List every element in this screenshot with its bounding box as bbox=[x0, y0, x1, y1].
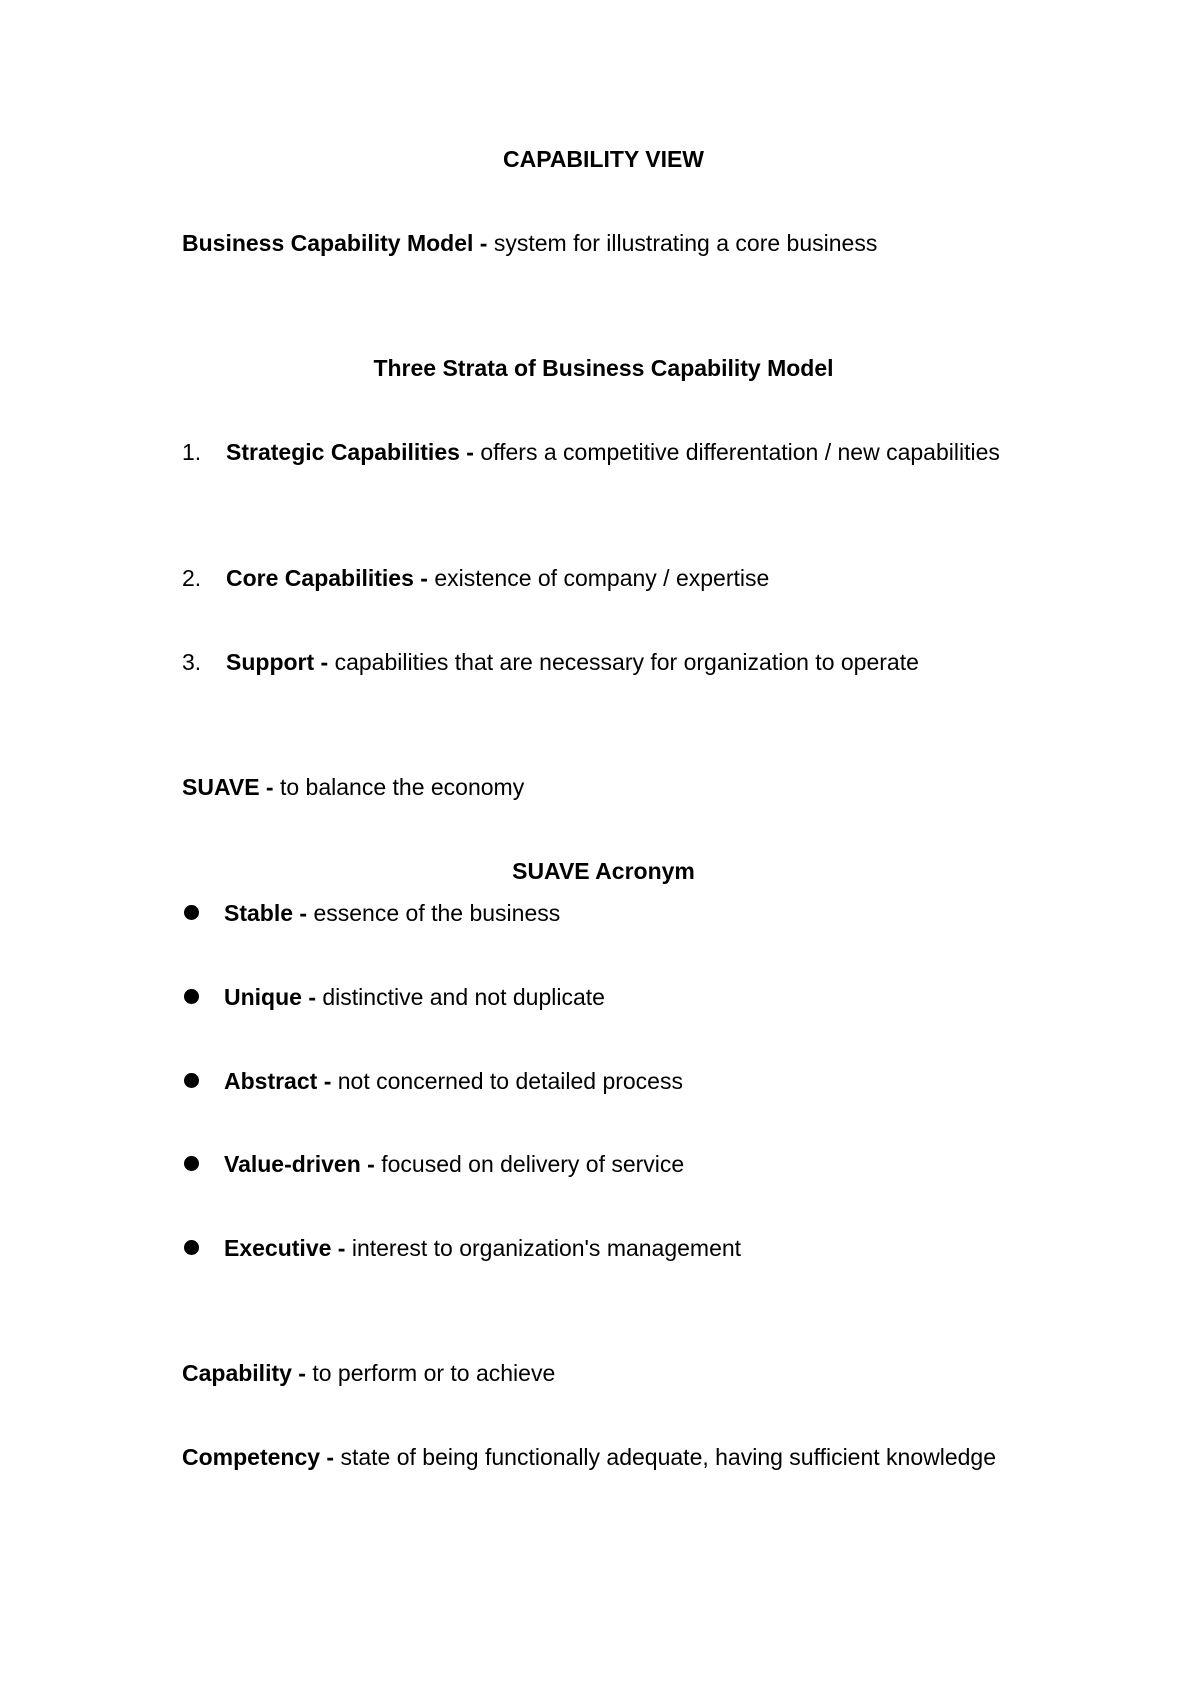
page-title: CAPABILITY VIEW bbox=[502, 146, 705, 172]
bullet-icon bbox=[184, 905, 199, 920]
strata-item-2 bbox=[182, 557, 1025, 599]
list-item-term: Core Capabilities - bbox=[226, 565, 428, 591]
acronym-item-abstract bbox=[182, 1060, 1025, 1102]
list-item-term: Value-driven - bbox=[224, 1151, 375, 1177]
acronym-item-stable bbox=[182, 892, 1025, 934]
list-item-description: focused on delivery of service bbox=[374, 1151, 685, 1177]
list-number: 3. bbox=[182, 649, 202, 675]
definition-text: system for illustrating a core business bbox=[487, 230, 878, 256]
list-item-term: Strategic Capabilities - bbox=[226, 439, 474, 465]
list-item-term: Executive - bbox=[224, 1235, 346, 1261]
definition-text: to perform or to achieve bbox=[305, 1360, 556, 1386]
list-number: 1. bbox=[182, 439, 202, 465]
list-item-description: distinctive and not duplicate bbox=[316, 984, 605, 1010]
bullet-icon bbox=[184, 1240, 199, 1255]
list-item-text bbox=[226, 641, 1025, 683]
list-item-term: Stable - bbox=[224, 900, 308, 926]
list-item-text bbox=[224, 1143, 1025, 1185]
definition-term: Business Capability Model - bbox=[182, 230, 488, 256]
bullet-icon bbox=[184, 1073, 199, 1088]
list-item-text bbox=[226, 557, 1025, 599]
acronym-item-executive bbox=[182, 1227, 1025, 1269]
acronym-heading: SUAVE Acronym bbox=[512, 858, 695, 884]
list-item-description: not concerned to detailed process bbox=[331, 1068, 683, 1094]
list-item-term: Unique - bbox=[224, 984, 316, 1010]
list-item-text bbox=[224, 976, 1025, 1018]
definition-competency bbox=[182, 1436, 1025, 1478]
definition-suave bbox=[182, 766, 1025, 808]
list-item-description: interest to organization's management bbox=[345, 1235, 742, 1261]
bullet-icon bbox=[184, 1156, 199, 1171]
definition-term: Competency - bbox=[182, 1444, 335, 1470]
bullet-icon bbox=[184, 989, 199, 1004]
definition-text: to balance the economy bbox=[273, 774, 525, 800]
definition-capability bbox=[182, 1352, 1025, 1394]
definition-business-capability-model bbox=[182, 222, 1025, 264]
list-item-description: essence of the business bbox=[307, 900, 561, 926]
strata-item-3 bbox=[182, 641, 1025, 683]
list-item-text bbox=[224, 892, 1025, 934]
definition-text: state of being functionally adequate, having sufficient knowledge bbox=[334, 1444, 997, 1470]
acronym-item-unique bbox=[182, 976, 1025, 1018]
strata-heading: Three Strata of Business Capability Model bbox=[373, 355, 834, 381]
list-item-description: capabilities that are necessary for organization to operate bbox=[328, 649, 919, 675]
list-number: 2. bbox=[182, 565, 202, 591]
list-item-description: offers a competitive differentation / new capabilities bbox=[473, 439, 1000, 465]
list-item-term: Abstract - bbox=[224, 1068, 332, 1094]
list-item-text bbox=[224, 1227, 1025, 1269]
list-item-term: Support - bbox=[226, 649, 329, 675]
list-item-description: existence of company / expertise bbox=[427, 565, 770, 591]
acronym-item-value-driven bbox=[182, 1143, 1025, 1185]
definition-term: SUAVE - bbox=[182, 774, 274, 800]
list-item-text bbox=[224, 1060, 1025, 1102]
list-item-text bbox=[226, 431, 1025, 473]
strata-item-1 bbox=[182, 431, 1025, 473]
definition-term: Capability - bbox=[182, 1360, 306, 1386]
